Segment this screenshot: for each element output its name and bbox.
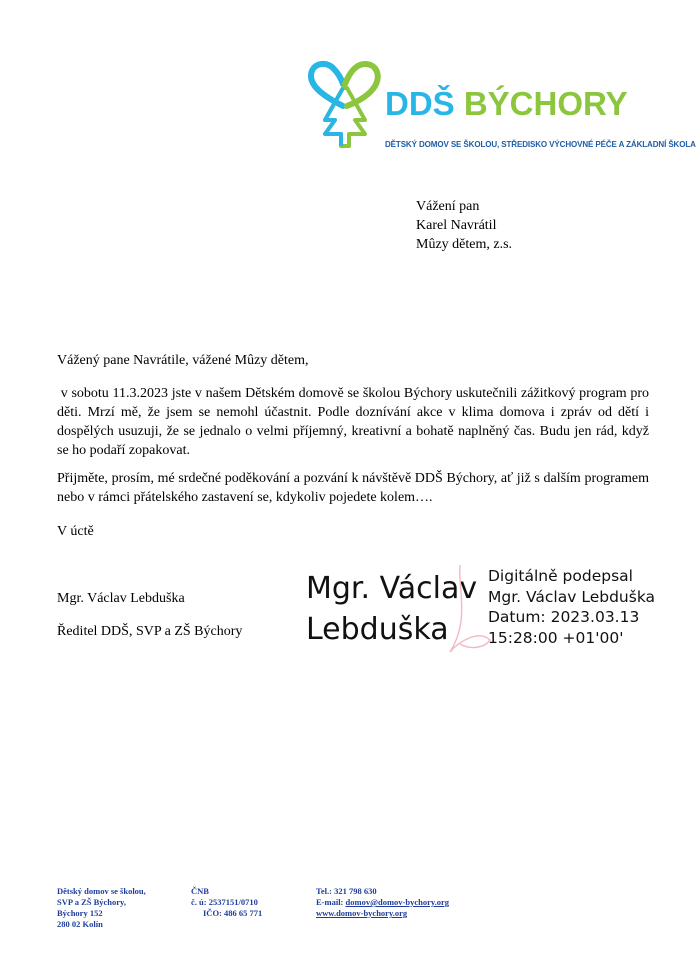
footer-web-link[interactable]: www.domov-bychory.org (316, 908, 408, 918)
recipient-salutation: Vážení pan (416, 199, 480, 214)
signer-name: Mgr. Václav Lebduška (57, 591, 185, 606)
footer-address-line: 280 02 Kolín (57, 919, 103, 929)
letter-paragraph-2: Přijměte, prosím, mé srdečné poděkování a pozvání k návštěvě DDŠ Býchory, ať již s dalším programem nebo v rámci přátelského zastavení se, kdykoliv pojedete kolem…. (57, 471, 649, 505)
digital-signature-info-line4: 15:28:00 +01'00' (488, 628, 624, 647)
logo-title-part2: BÝCHORY (463, 85, 628, 122)
footer-address (57, 886, 146, 930)
recipient-address (416, 197, 512, 254)
footer-bank-line: ČNB (191, 886, 209, 896)
digital-signature-info-line2: Mgr. Václav Lebduška (488, 587, 656, 606)
footer-address-line: Býchory 152 (57, 908, 103, 918)
recipient-organization: Mûzy dětem, z.s. (416, 237, 513, 252)
digital-signature-info-line3: Datum: 2023.03.13 (488, 608, 640, 626)
heart-tree-logo-icon (305, 58, 385, 153)
digital-signature-name-line2: Lebduška (306, 612, 449, 647)
footer-bank (191, 886, 262, 919)
footer-email-label: E-mail: (316, 897, 346, 907)
letter-closing: V úctě (57, 524, 94, 539)
footer-bank-line: IČO: 486 65 771 (203, 908, 263, 918)
footer-bank-line: č. ú: 2537151/0710 (191, 897, 258, 907)
footer-address-line: Dětský domov se školou, (57, 886, 146, 896)
logo (305, 58, 696, 158)
digital-signature-name-line1: Mgr. Václav (306, 571, 478, 606)
letter-greeting: Vážený pane Navrátile, vážené Mûzy dětem, (57, 353, 309, 368)
footer-phone: Tel.: 321 798 630 (316, 886, 377, 896)
logo-title (385, 86, 628, 122)
recipient-name: Karel Navrátil (416, 218, 497, 233)
signer-role: Ředitel DDŠ, SVP a ZŠ Býchory (57, 624, 243, 639)
digital-signature-info (488, 566, 655, 648)
digital-signature-info-line1: Digitálně podepsal (488, 567, 633, 585)
footer-address-line: SVP a ZŠ Býchory, (57, 897, 126, 907)
footer-email-row (316, 897, 449, 908)
footer-contact (316, 886, 449, 919)
footer-email-link[interactable]: domov@domov-bychory.org (345, 897, 450, 907)
letter-paragraph-1: v sobotu 11.3.2023 jste v našem Dětském domově se školou Býchory uskutečnili zážitkový program pro děti. Mrzí mě, že jsem se nemohl účastnit. Podle doznívání akce v klima domova i zpráv od dětí i dospělých usuzuji, že se jednalo o velmi příjemný, kreativní a bohatě naplněný čas. Budu jen rád, když se ho podaří zopakovat. (57, 386, 653, 458)
logo-title-part1: DDŠ (385, 85, 464, 122)
logo-subtitle: DĚTSKÝ DOMOV SE ŠKOLOU, STŘEDISKO VÝCHOVNÉ PÉČE A ZÁKLADNÍ ŠKOLA (385, 140, 696, 149)
